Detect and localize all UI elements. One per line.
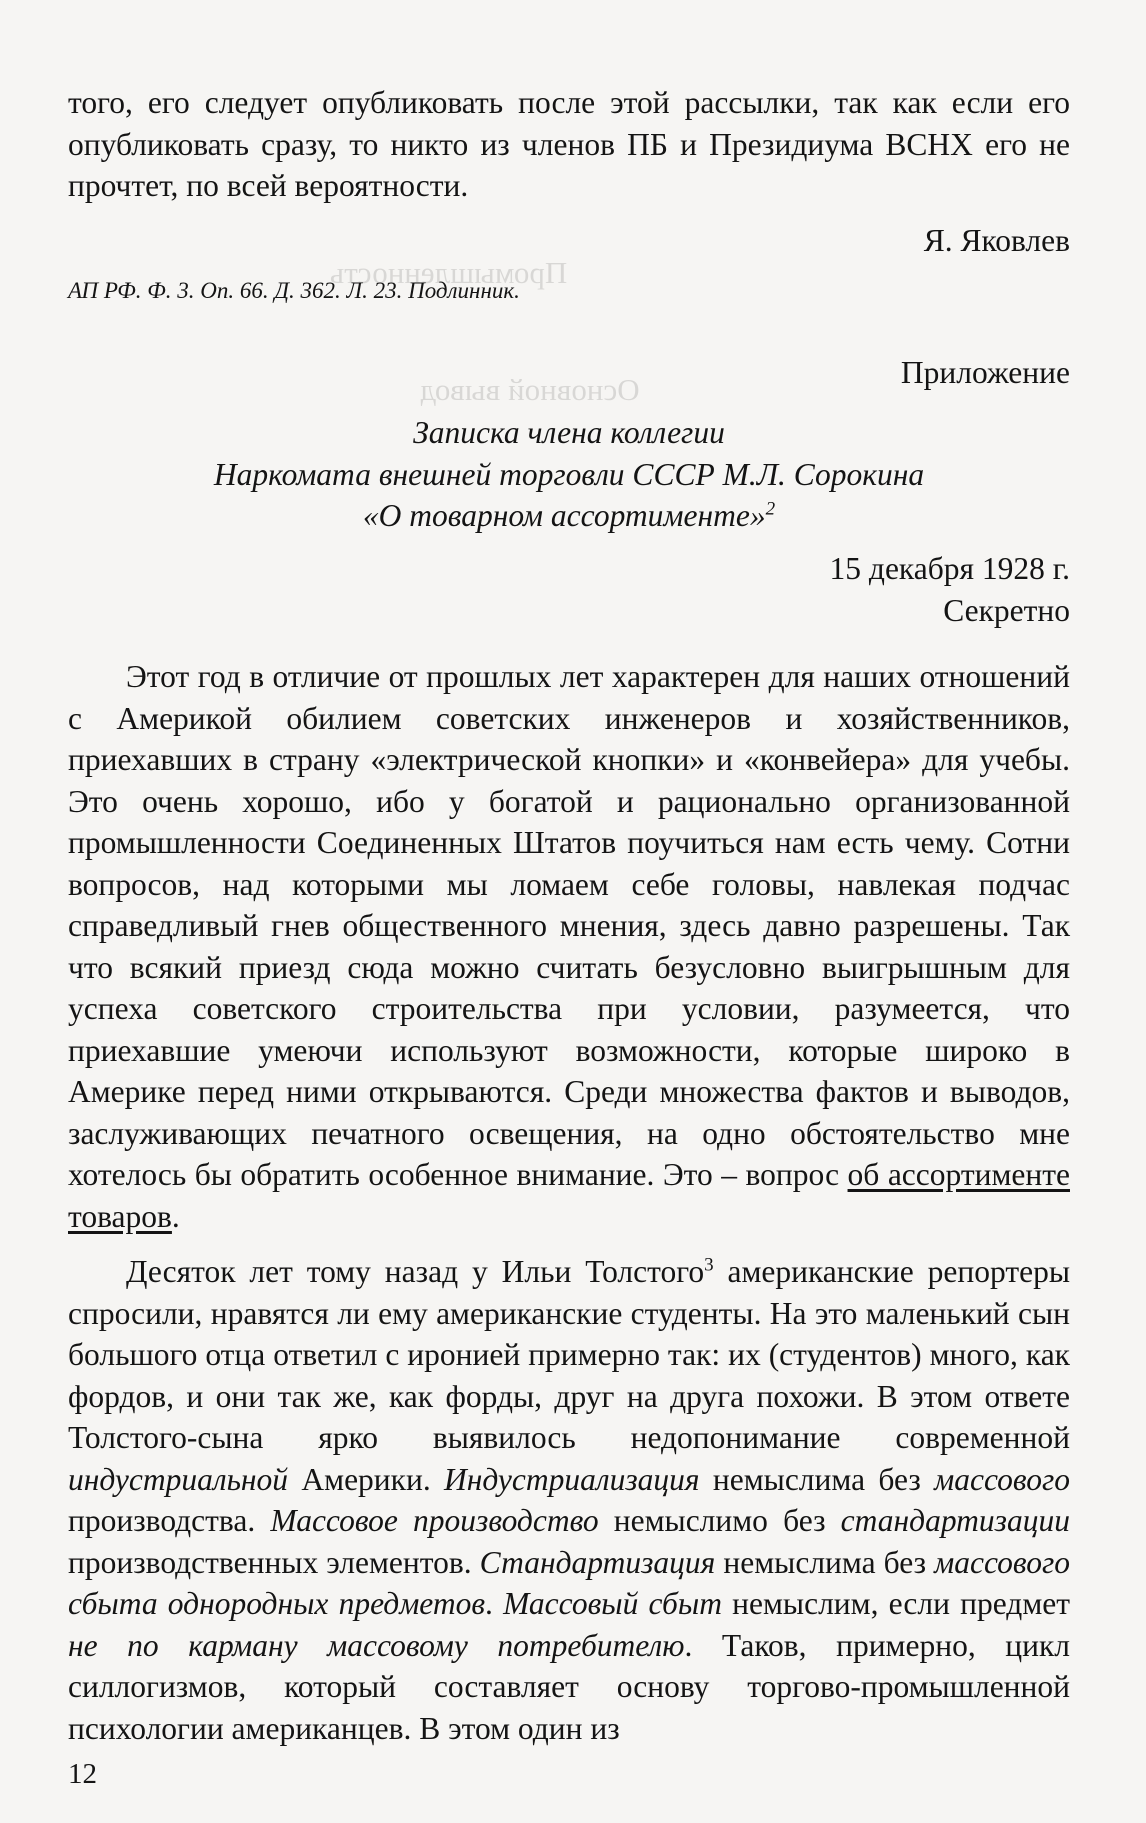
bleed-through-text: Основной вывод (420, 372, 640, 407)
classification-stamp: Секретно (943, 592, 1070, 628)
source-block (68, 276, 1070, 306)
appendix-block (68, 352, 1070, 394)
document-date: 15 декабря 1928 г. (829, 551, 1070, 586)
archive-source: АП РФ. Ф. 3. Оп. 66. Д. 362. Л. 23. Подлинник. (68, 278, 520, 303)
footnote-marker: 3 (704, 1254, 714, 1276)
date-block (68, 548, 1070, 631)
title-line-3: «О товарном ассортименте»$^2$ (362, 498, 776, 533)
footnote-marker: 2 (765, 498, 776, 520)
document-title (68, 412, 1070, 537)
intro-paragraph: того, его следует опубликовать после этой рассылки, так как если его опубликовать сразу, то никто из членов ПБ и Президиума ВСНХ его не прочтет, по всей вероятности. (68, 85, 1070, 203)
intro-block (68, 82, 1070, 207)
signature-block (68, 220, 1070, 262)
page-number: 12 (68, 1758, 97, 1790)
paragraph-1: Этот год в отличие от прошлых лет характерен для наших отношений с Америкой обилием советских инженеров и хозяйственников, приехавших в страну «электрической кнопки» и «конвейера» для учебы. Это очень хорошо, ибо у богатой и рационально организованной промышленности Соединенных Штатов поучиться нам есть чему. Сотни вопросов, над которыми мы ломаем себе головы, навлекая подчас справедливый гнев общественного мнения, здесь давно разрешены. Так что всякий приезд сюда можно считать безусловно выигрышным для успеха советского строительства при условии, разумеется, что приехавшие умеючи используют возможности, которые широко в Америке перед ними открываются. Среди множества фактов и выводов, заслуживающих печатного освещения, на одно обстоятельство мне хотелось бы обратить особенное внимание. Это – вопрос об ассортименте товаров. (68, 659, 1070, 1234)
underlined-phrase: об ассортименте товаров (68, 1157, 1070, 1234)
main-text (68, 656, 1070, 1749)
signature: Я. Яковлев (923, 223, 1070, 258)
bleed-through-text: Промышленность (330, 255, 568, 290)
title-line-1: Записка члена коллегии (413, 415, 725, 450)
appendix-label: Приложение (900, 355, 1070, 390)
title-line-2: Наркомата внешней торговли СССР М.Л. Сорокина (213, 456, 925, 492)
paragraph-2: Десяток лет тому назад у Ильи Толстого$^3$ американские репортеры спросили, нравятся ли ему американские студенты. На это маленький сын большого отца ответил с иронией примерно так: их (студентов) много, как фордов, и они так же, как форды, друг на друга похожи. В этом ответе Толстого-сына ярко выявилось недопонимание современной индустриальной Америки. Индустриализация немыслима без массового производства. Массовое производство немыслимо без стандартизации производственных элементов. Стандартизация немыслима без массового сбыта однородных предметов. Массовый сбыт немыслим, если предмет не по карману массовому потребителю. Таков, примерно, цикл силлогизмов, который составляет основу торгово-промышленной психологии американцев. В этом один из (68, 1254, 1071, 1746)
